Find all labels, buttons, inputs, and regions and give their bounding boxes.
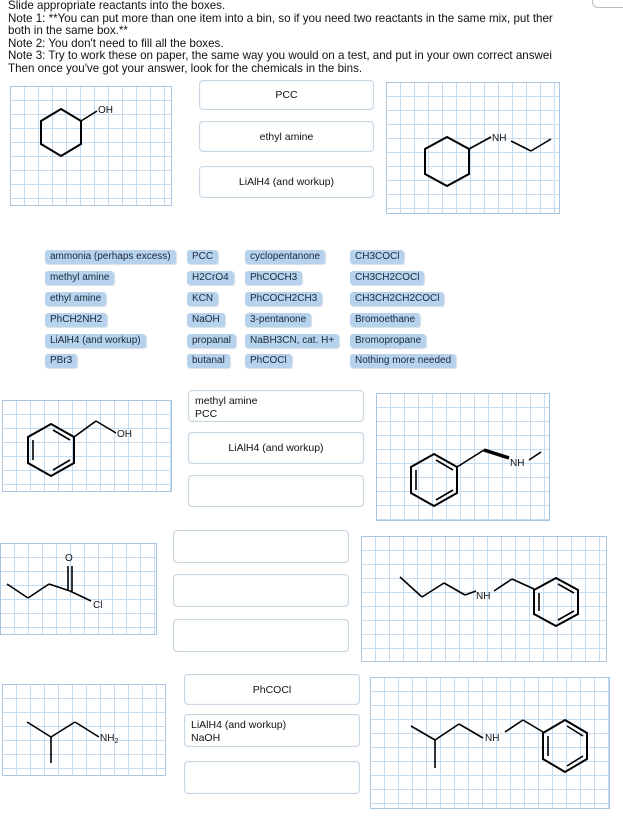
starting-material-structure <box>2 684 166 776</box>
instruction-line: Note 1: **You can put more than one item into a bin, so if you need two reactants in the same mix, put ther <box>8 11 553 25</box>
reagent-chip[interactable]: NaBH3CN, cat. H+ <box>245 334 339 348</box>
nh-label: NH <box>476 591 491 602</box>
reagent-chip[interactable]: LiAlH4 (and workup) <box>45 334 146 348</box>
reagent-chip[interactable]: PhCOCH2CH3 <box>245 292 322 306</box>
reagent-chip[interactable]: ammonia (perhaps excess) <box>45 250 176 264</box>
reagent-chip[interactable]: 3-pentanone <box>245 313 311 327</box>
dropped-reagent[interactable]: NaOH <box>191 732 221 744</box>
reagent-drop-box[interactable] <box>199 166 374 198</box>
reagent-chip[interactable]: H2CrO4 <box>187 271 234 285</box>
dropped-reagent[interactable]: PCC <box>195 408 218 420</box>
dropped-reagent[interactable]: PCC <box>275 89 298 101</box>
nh-label: NH <box>492 133 507 144</box>
nh2-label: $NH_2$ <box>100 733 119 745</box>
reagent-chip[interactable]: CH3CH2CH2COCl <box>350 292 444 306</box>
reagent-drop-box[interactable] <box>199 121 374 152</box>
nh-label: NH <box>485 733 500 744</box>
butyl-benzylamine-drawing <box>362 537 606 661</box>
oh-label: OH <box>98 105 113 116</box>
reagent-chip[interactable]: Bromopropane <box>350 334 426 348</box>
cyclohexyl-ethylamine-drawing <box>387 83 559 213</box>
instructions <box>8 0 600 76</box>
reagent-drop-box[interactable] <box>184 674 360 705</box>
instruction-line: Note 3: Try to work these on paper, the same way you would on a test, and put in your own correct answei <box>8 49 552 63</box>
reagent-chip[interactable]: cyclopentanone <box>245 250 325 264</box>
reagent-drop-box[interactable] <box>173 574 349 607</box>
reagent-chip[interactable]: butanal <box>187 354 230 368</box>
oh-label: OH <box>117 429 132 440</box>
o-label: O <box>65 553 73 564</box>
reagent-drop-box[interactable] <box>173 619 349 652</box>
cyclohexanol-drawing <box>11 87 171 205</box>
reagent-drop-box[interactable] <box>173 530 349 563</box>
product-structure <box>361 536 607 662</box>
instruction-line: Note 2: You don't need to fill all the boxes. <box>8 36 224 50</box>
reagent-chip[interactable]: PhCOCH3 <box>245 271 302 285</box>
instruction-line: Then once you've got your answer, look for the chemicals in the bins. <box>8 61 363 75</box>
instruction-line: both in the same box.** <box>8 24 128 38</box>
reagent-drop-box[interactable] <box>184 761 360 794</box>
reagent-chip[interactable]: NaOH <box>187 313 225 327</box>
dropped-reagent[interactable]: methyl amine <box>195 395 258 407</box>
product-structure <box>376 393 550 521</box>
cl-label: Cl <box>93 600 103 611</box>
reagent-chip[interactable]: Nothing more needed <box>350 354 456 368</box>
reagent-drop-box[interactable] <box>188 475 364 507</box>
nh-label: NH <box>510 458 525 469</box>
dropped-reagent[interactable]: PhCOCl <box>252 683 292 696</box>
product-structure <box>370 677 610 809</box>
instruction-line: Slide appropriate reactants into the boxes. <box>8 0 226 12</box>
reagent-chip[interactable]: ethyl amine <box>45 292 106 306</box>
isobutyl-benzylamine-drawing <box>371 678 609 808</box>
reagent-chip[interactable]: PBr3 <box>45 354 77 368</box>
reagent-chip[interactable]: PhCH2NH2 <box>45 313 107 327</box>
dropped-reagent[interactable]: LiAlH4 (and workup) <box>228 442 324 454</box>
reagent-drop-box[interactable] <box>188 432 364 464</box>
reagent-chip[interactable]: PCC <box>187 250 218 264</box>
starting-material-structure <box>0 543 157 635</box>
reagent-drop-box[interactable] <box>184 714 360 747</box>
dropped-reagent[interactable]: ethyl amine <box>259 130 314 143</box>
reagent-chip[interactable]: PhCOCl <box>245 354 292 368</box>
reagent-drop-box[interactable] <box>199 80 374 110</box>
reagent-chip[interactable]: methyl amine <box>45 271 114 285</box>
reagent-chip[interactable]: CH3CH2COCl <box>350 271 424 285</box>
isobutylamine-drawing <box>3 685 165 775</box>
butanoyl-chloride-drawing <box>1 544 156 634</box>
reagent-chip[interactable]: Bromoethane <box>350 313 420 327</box>
reagent-chip[interactable]: propanal <box>187 334 236 348</box>
dropped-reagent[interactable]: LiAlH4 (and workup) <box>191 719 287 731</box>
dropped-reagent[interactable]: LiAlH4 (and workup) <box>238 176 335 188</box>
benzyl-methylamine-drawing <box>377 394 549 520</box>
product-structure <box>386 82 560 214</box>
benzyl-alcohol-drawing <box>3 401 171 491</box>
reagent-drop-box[interactable] <box>188 390 364 422</box>
starting-material-structure <box>10 86 172 206</box>
reagent-chip[interactable]: CH3COCl <box>350 250 404 264</box>
reagent-chip[interactable]: KCN <box>187 292 218 306</box>
starting-material-structure <box>2 400 172 492</box>
